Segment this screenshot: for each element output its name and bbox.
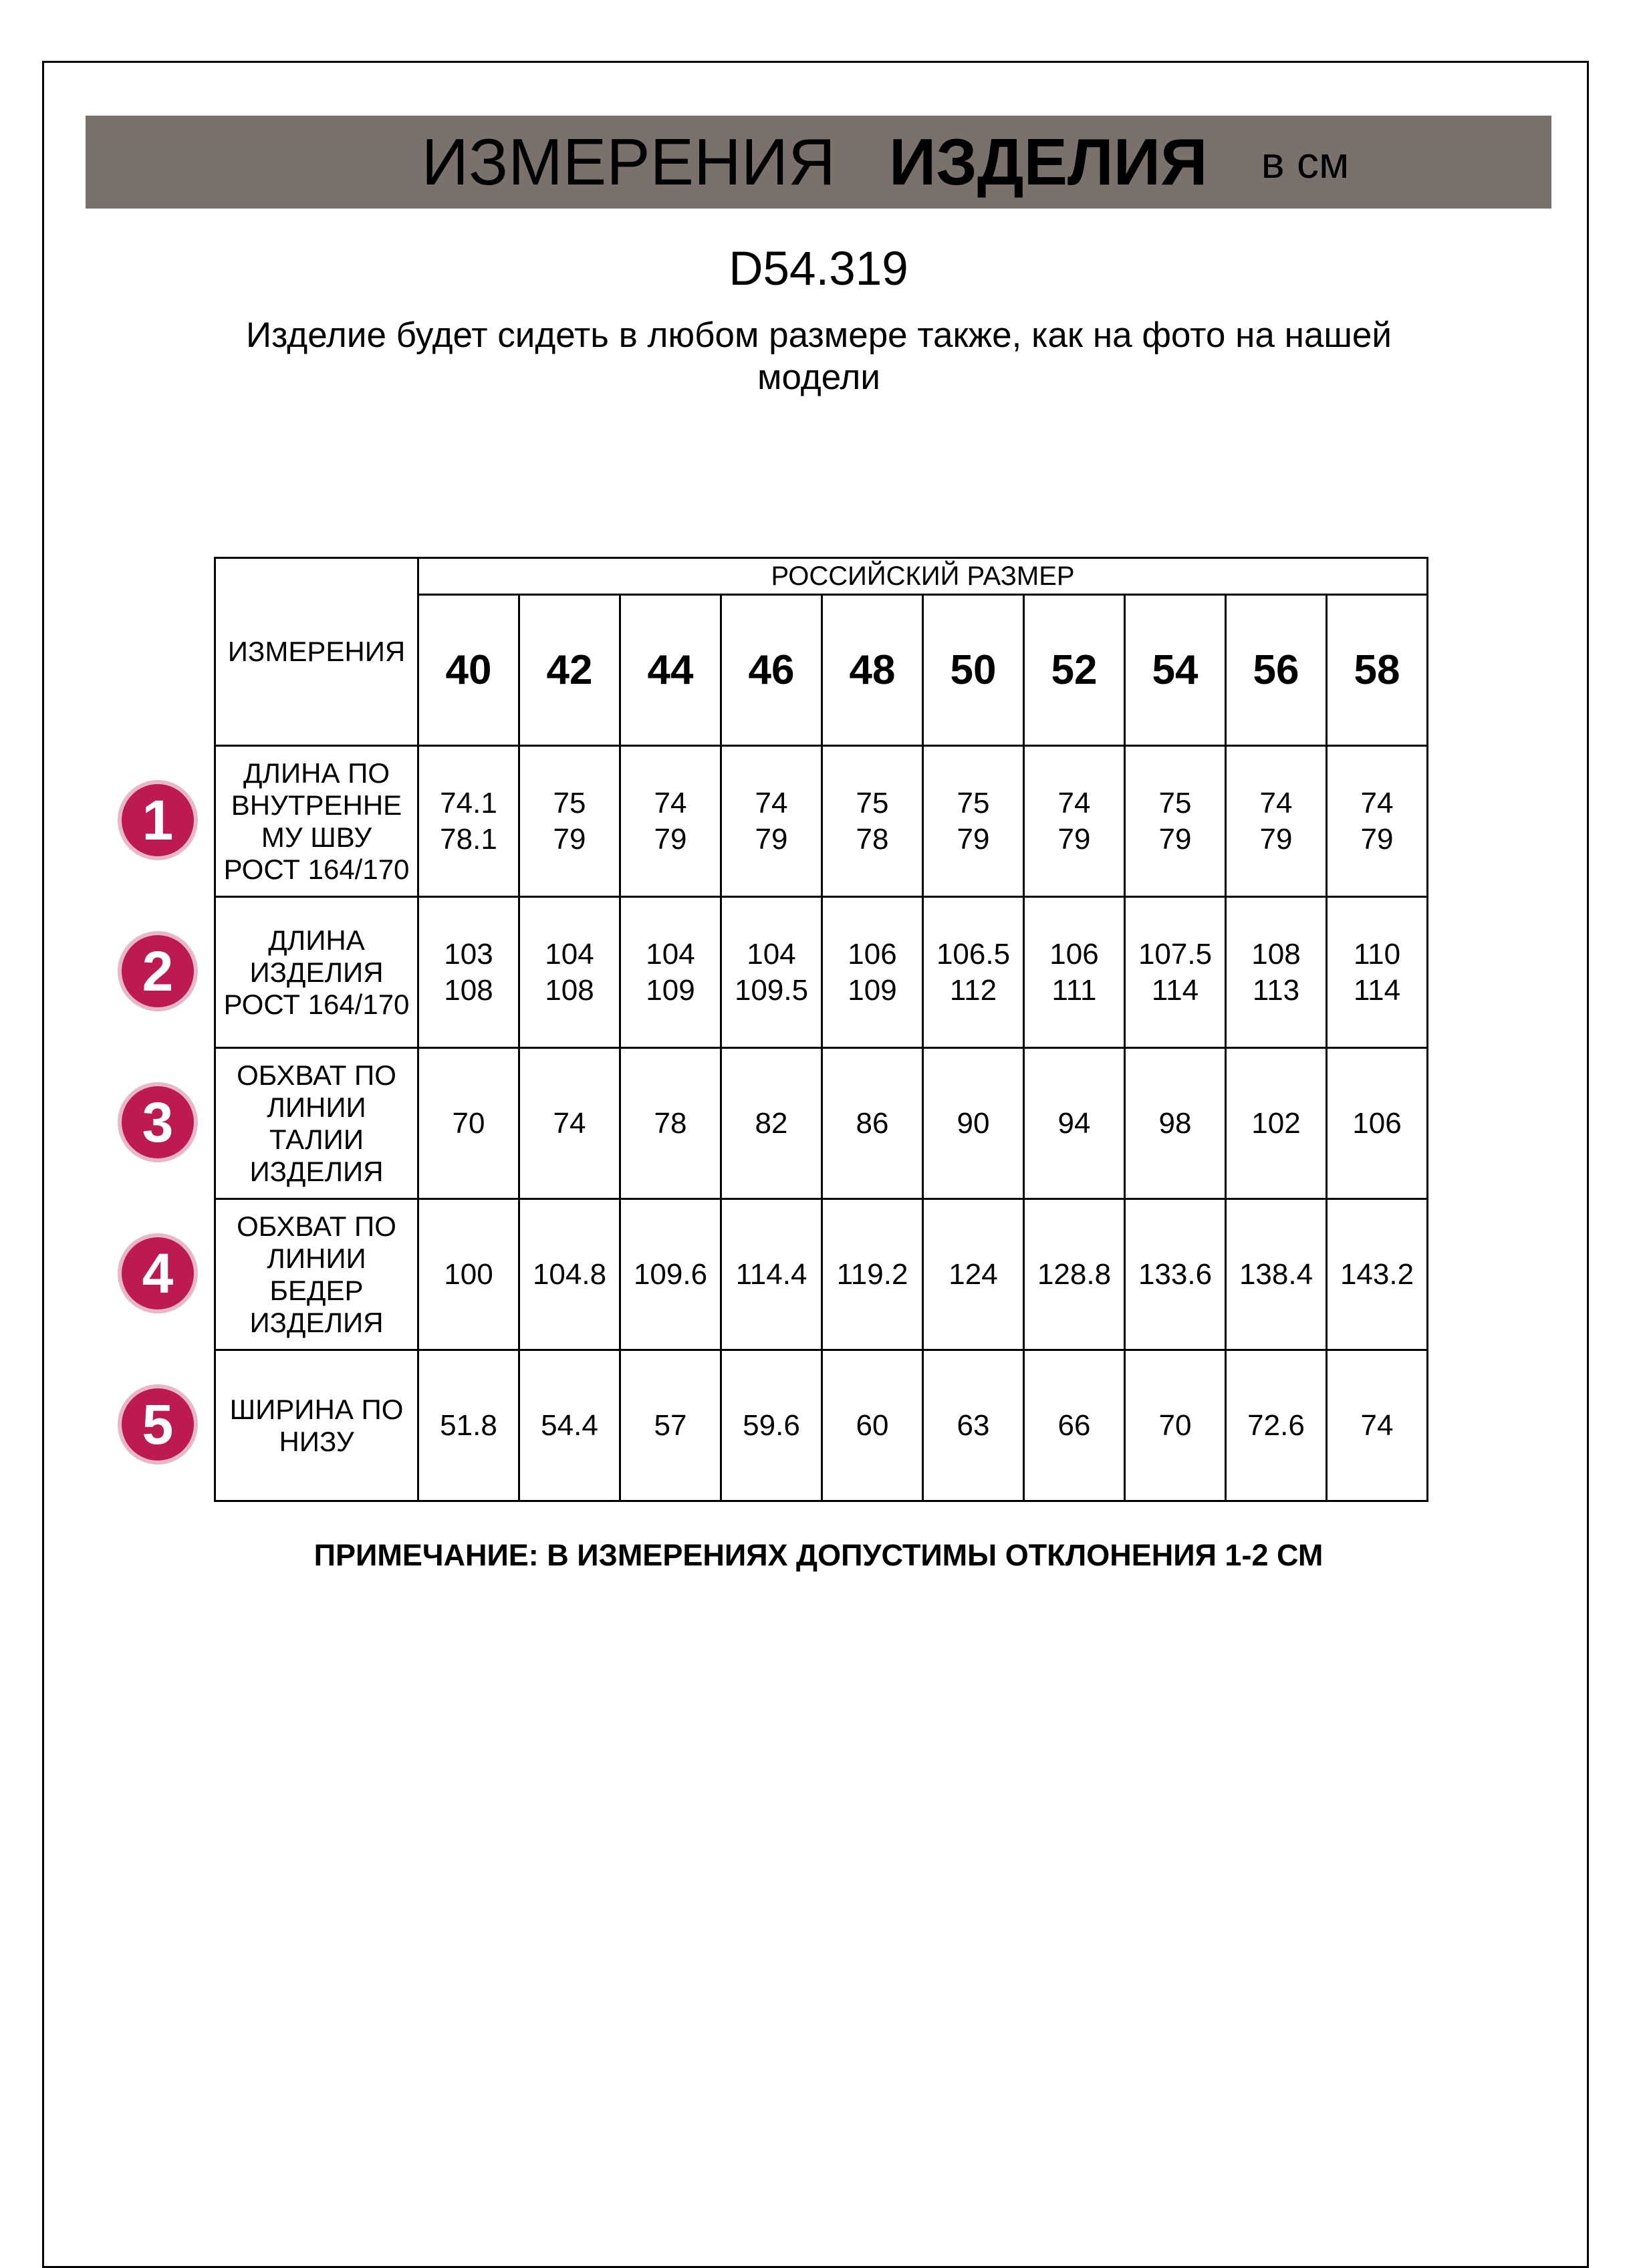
value: 70	[452, 1106, 485, 1140]
article-number: D54.319	[729, 243, 908, 295]
value-cell	[620, 897, 721, 1048]
value-cell	[1327, 1350, 1428, 1501]
value: 63	[957, 1408, 990, 1442]
size-table	[214, 557, 1428, 1502]
table-row	[215, 1350, 1428, 1501]
row-label	[215, 1048, 418, 1199]
value: 70	[1158, 1408, 1192, 1442]
size-header: 56	[1226, 595, 1327, 746]
value: 60	[856, 1408, 889, 1442]
title-unit: в см	[1261, 137, 1350, 187]
value: 143.2	[1340, 1257, 1414, 1291]
title-bold: ИЗДЕЛИЯ	[888, 125, 1208, 199]
row-label-line: БЕДЕР	[269, 1274, 364, 1306]
value: 74.1	[440, 786, 497, 820]
row-label-line: ИЗДЕЛИЯ	[249, 1306, 384, 1338]
value-cell	[1125, 1048, 1226, 1199]
size-header: 48	[822, 595, 923, 746]
value-cell	[519, 746, 620, 897]
value: 74	[1057, 786, 1091, 820]
value: 74	[1360, 1408, 1394, 1442]
value: 133.6	[1138, 1257, 1213, 1291]
value: 104	[747, 937, 796, 971]
row-label-line: ШИРИНА ПО	[229, 1393, 404, 1425]
value-cell	[519, 1048, 620, 1199]
size-header: 50	[923, 595, 1024, 746]
size-header: 44	[620, 595, 721, 746]
value: 107.5	[1138, 937, 1213, 971]
value: 114	[1353, 973, 1401, 1007]
value: 79	[1057, 822, 1091, 856]
value-cell	[620, 1048, 721, 1199]
row-label	[215, 746, 418, 897]
value-cell	[721, 1048, 822, 1199]
value: 114.4	[735, 1257, 807, 1291]
value: 104	[545, 937, 594, 971]
size-header: 58	[1327, 595, 1428, 746]
value: 78	[856, 822, 889, 856]
value-cell	[822, 746, 923, 897]
value-cell	[418, 1048, 519, 1199]
row-number-marker: 3	[118, 1082, 198, 1162]
row-number-marker: 4	[118, 1233, 198, 1313]
value-cell	[519, 897, 620, 1048]
value: 113	[1252, 973, 1300, 1007]
value: 106	[848, 937, 897, 971]
row-label-line: ТАЛИИ	[269, 1123, 364, 1155]
table-row	[215, 897, 1428, 1048]
value-cell	[1024, 897, 1125, 1048]
value: 51.8	[440, 1408, 497, 1442]
value: 100	[444, 1257, 493, 1291]
row-label-line: ОБХВАТ ПО	[237, 1210, 396, 1242]
title-banner	[86, 116, 1551, 209]
value-cell	[822, 1199, 923, 1350]
value: 111	[1051, 973, 1097, 1007]
value: 79	[654, 822, 687, 856]
row-label-line: РОСТ 164/170	[223, 853, 410, 885]
value: 109	[848, 973, 897, 1007]
value-cell	[620, 1199, 721, 1350]
value: 114	[1151, 973, 1199, 1007]
value-cell	[721, 1350, 822, 1501]
row-label-line: ИЗДЕЛИЯ	[249, 956, 384, 988]
size-header: 54	[1125, 595, 1226, 746]
value: 94	[1057, 1106, 1091, 1140]
row-label-line: ДЛИНА	[268, 924, 365, 956]
value: 72.6	[1247, 1408, 1305, 1442]
value: 108	[1251, 937, 1301, 971]
row-number-marker: 1	[118, 780, 198, 860]
value: 78.1	[440, 822, 497, 856]
row-label	[215, 1350, 418, 1501]
row-number-marker: 2	[118, 931, 198, 1011]
value: 75	[553, 786, 586, 820]
value-cell	[519, 1199, 620, 1350]
value: 75	[1158, 786, 1192, 820]
value: 109	[646, 973, 695, 1007]
measurements-header: ИЗМЕРЕНИЯ	[215, 558, 418, 746]
value: 108	[545, 973, 594, 1007]
fit-description: Изделие будет сидеть в любом размере также, как на фото на нашей модели	[246, 316, 1392, 397]
value: 86	[856, 1106, 889, 1140]
value: 74	[755, 786, 788, 820]
value: 79	[957, 822, 990, 856]
row-label-line: ДЛИНА ПО	[243, 757, 390, 789]
value-cell	[923, 897, 1024, 1048]
russian-size-header: РОССИЙСКИЙ РАЗМЕР	[418, 558, 1428, 595]
value-cell	[418, 1199, 519, 1350]
value-cell	[418, 746, 519, 897]
value-cell	[1125, 1350, 1226, 1501]
value: 128.8	[1037, 1257, 1112, 1291]
value-cell	[1327, 1199, 1428, 1350]
value: 79	[1259, 822, 1293, 856]
value-cell	[822, 1350, 923, 1501]
row-label-line: МУ ШВУ	[261, 821, 372, 853]
value-cell	[1125, 1199, 1226, 1350]
value-cell	[620, 1350, 721, 1501]
value-cell	[923, 746, 1024, 897]
value: 104.8	[532, 1257, 607, 1291]
value-cell	[1024, 746, 1125, 897]
row-label	[215, 1199, 418, 1350]
value: 75	[856, 786, 889, 820]
value-cell	[721, 897, 822, 1048]
value-cell	[923, 1048, 1024, 1199]
value: 66	[1057, 1408, 1091, 1442]
row-label-line: ИЗДЕЛИЯ	[249, 1155, 384, 1187]
value: 79	[755, 822, 788, 856]
banner-title	[86, 116, 1551, 209]
value: 82	[755, 1106, 788, 1140]
row-label-line: ВНУТРЕННЕ	[231, 789, 402, 821]
table-row	[215, 746, 1428, 897]
value: 109.5	[734, 973, 809, 1007]
value-cell	[1226, 897, 1327, 1048]
value: 112	[949, 973, 997, 1007]
value-cell	[418, 897, 519, 1048]
value-cell	[1024, 1199, 1125, 1350]
header-row	[215, 558, 1428, 595]
table-row	[215, 1048, 1428, 1199]
value: 74	[1259, 786, 1293, 820]
value-cell	[1226, 1350, 1327, 1501]
value: 59.6	[743, 1408, 800, 1442]
value: 98	[1158, 1106, 1192, 1140]
value: 57	[654, 1408, 687, 1442]
size-header: 46	[721, 595, 822, 746]
value-cell	[1226, 1199, 1327, 1350]
value: 75	[957, 786, 990, 820]
value: 109.6	[633, 1257, 708, 1291]
value-cell	[519, 1350, 620, 1501]
title-light: ИЗМЕРЕНИЯ	[421, 125, 836, 199]
row-label-line: ЛИНИИ	[267, 1242, 366, 1274]
tolerance-note: ПРИМЕЧАНИЕ: В ИЗМЕРЕНИЯХ ДОПУСТИМЫ ОТКЛОНЕНИЯ 1-2 СМ	[313, 1538, 1324, 1572]
value-cell	[721, 746, 822, 897]
value-cell	[1125, 897, 1226, 1048]
row-label-line: ОБХВАТ ПО	[237, 1059, 396, 1091]
value: 138.4	[1239, 1257, 1313, 1291]
value: 74	[654, 786, 687, 820]
value-cell	[822, 1048, 923, 1199]
value: 110	[1353, 937, 1401, 971]
value-cell	[418, 1350, 519, 1501]
value-cell	[1327, 897, 1428, 1048]
size-header: 52	[1024, 595, 1125, 746]
row-label	[215, 897, 418, 1048]
value: 124	[949, 1257, 998, 1291]
row-number-marker: 5	[118, 1384, 198, 1465]
value: 74	[553, 1106, 586, 1140]
value: 108	[444, 973, 493, 1007]
size-header: 42	[519, 595, 620, 746]
value: 79	[1158, 822, 1192, 856]
value: 79	[553, 822, 586, 856]
value: 119.2	[836, 1257, 908, 1291]
value-cell	[923, 1199, 1024, 1350]
value: 74	[1360, 786, 1394, 820]
value: 102	[1251, 1106, 1301, 1140]
row-label-line: ЛИНИИ	[267, 1091, 366, 1123]
value-cell	[721, 1199, 822, 1350]
value-cell	[923, 1350, 1024, 1501]
value-cell	[1024, 1048, 1125, 1199]
value: 106.5	[936, 937, 1011, 971]
row-label-line: НИЗУ	[279, 1425, 354, 1457]
row-label-line: РОСТ 164/170	[223, 988, 410, 1020]
value: 78	[654, 1106, 687, 1140]
value: 106	[1352, 1106, 1402, 1140]
value-cell	[1226, 1048, 1327, 1199]
value-cell	[620, 746, 721, 897]
value: 104	[646, 937, 695, 971]
value: 90	[957, 1106, 990, 1140]
value: 54.4	[541, 1408, 598, 1442]
table-row	[215, 1199, 1428, 1350]
value-cell	[1226, 746, 1327, 897]
size-header: 40	[418, 595, 519, 746]
value-cell	[1327, 1048, 1428, 1199]
value-cell	[822, 897, 923, 1048]
value: 106	[1049, 937, 1099, 971]
value: 103	[444, 937, 493, 971]
value-cell	[1327, 746, 1428, 897]
value: 79	[1360, 822, 1394, 856]
value-cell	[1125, 746, 1226, 897]
value-cell	[1024, 1350, 1125, 1501]
